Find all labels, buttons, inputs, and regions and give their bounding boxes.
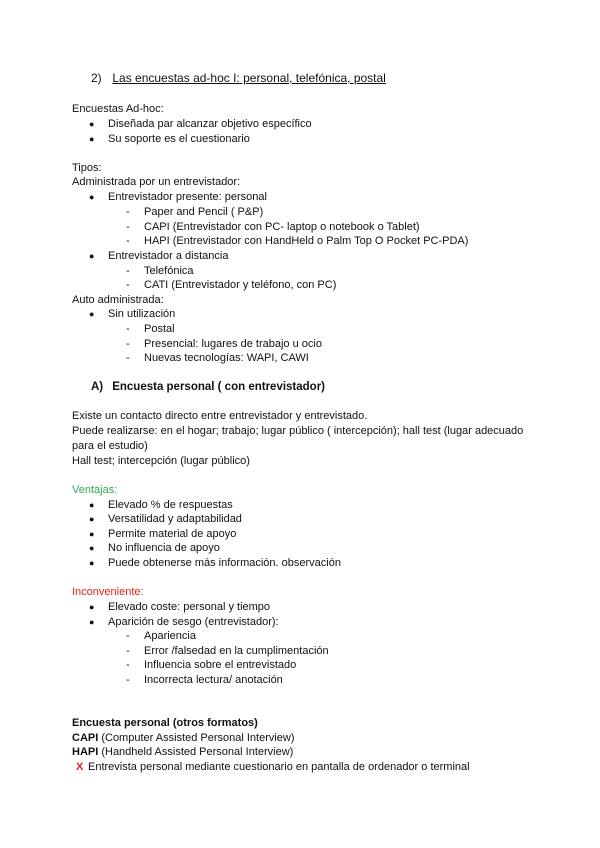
list-item: Elevado % de respuestas — [108, 499, 233, 511]
dash-icon: - — [126, 338, 130, 350]
dash-icon: - — [126, 206, 130, 218]
list-item: Permite material de apoyo — [108, 528, 237, 540]
tipos-label: Tipos: — [72, 162, 102, 174]
dash-icon: - — [126, 221, 130, 233]
list-item: Aparición de sesgo (entrevistador): — [108, 616, 279, 628]
sub-list-item: Telefónica — [144, 265, 194, 277]
dash-icon: - — [126, 279, 130, 291]
x-mark-icon: X — [76, 761, 84, 773]
dash-icon: - — [126, 323, 130, 335]
note-text: Entrevista personal mediante cuestionario en pantalla de ordenador o terminal — [88, 761, 470, 773]
list-item: Elevado coste: personal y tiempo — [108, 601, 271, 613]
sub-list-item: Nuevas tecnologías: WAPI, CAWI — [144, 352, 309, 364]
ventajas-label: Ventajas: — [72, 484, 118, 496]
bullet-icon: ● — [89, 617, 95, 627]
capi-text: (Computer Assisted Personal Interview) — [98, 732, 295, 744]
sub-list-item: CATI (Entrevistador y teléfono, con PC) — [144, 279, 337, 291]
paragraph-line: Hall test; intercepción (lugar público) — [72, 455, 250, 467]
section-a-letter: A) — [91, 381, 104, 393]
sub-list-item: CAPI (Entrevistador con PC- laptop o notebook o Tablet) — [144, 221, 420, 233]
dash-icon: - — [126, 645, 130, 657]
dash-icon: - — [126, 674, 130, 686]
otros-title: Encuesta personal (otros formatos) — [72, 717, 258, 729]
paragraph-line: Puede realizarse: en el hogar; trabajo; lugar público ( intercepción); hall test (lugar adecuado para el estudio) — [72, 425, 524, 452]
bullet-icon: ● — [89, 134, 95, 144]
dash-icon: - — [126, 352, 130, 364]
auto-label: Auto administrada: — [72, 294, 164, 306]
sub-list-item: Incorrecta lectura/ anotación — [144, 674, 283, 686]
hapi-line — [72, 745, 293, 760]
sub-list-item: Error /falsedad en la cumplimentación — [144, 645, 329, 657]
bullet-icon: ● — [89, 119, 95, 129]
bullet-icon: ● — [89, 543, 95, 553]
hapi-text: (Handheld Assisted Personal Interview) — [98, 746, 294, 758]
note-line — [76, 760, 470, 775]
sub-list-item: Postal — [144, 323, 175, 335]
dash-icon: - — [126, 630, 130, 642]
capi-line — [72, 731, 295, 746]
bullet-icon: ● — [89, 602, 95, 612]
list-item: Versatilidad y adaptabilidad — [108, 513, 242, 525]
capi-abbr: CAPI — [72, 732, 99, 744]
list-item: Su soporte es el cuestionario — [108, 133, 250, 145]
dash-icon: - — [126, 265, 130, 277]
list-item: Entrevistador presente: personal — [108, 191, 267, 203]
list-item: No influencia de apoyo — [108, 542, 220, 554]
dash-icon: - — [126, 659, 130, 671]
section-heading — [91, 71, 386, 86]
administrada-label: Administrada por un entrevistador: — [72, 176, 241, 188]
sub-list-item: HAPI (Entrevistador con HandHeld o Palm Top O Pocket PC-PDA) — [144, 235, 469, 247]
section-number: 2) — [91, 71, 102, 85]
list-item: Sin utilización — [108, 308, 176, 320]
section-a-title: Encuesta personal ( con entrevistador) — [112, 381, 326, 393]
bullet-icon: ● — [89, 309, 95, 319]
list-item: Entrevistador a distancia — [108, 250, 229, 262]
inconveniente-label: Inconveniente: — [72, 586, 144, 598]
list-item: Diseñada par alcanzar objetivo específico — [108, 118, 312, 130]
section-title: Las encuestas ad-hoc I: personal, telefónica, postal — [112, 71, 386, 85]
dash-icon: - — [126, 235, 130, 247]
bullet-icon: ● — [89, 514, 95, 524]
bullet-icon: ● — [89, 558, 95, 568]
hapi-abbr: HAPI — [72, 746, 99, 758]
sub-list-item: Influencia sobre el entrevistado — [144, 659, 297, 671]
list-item: Puede obtenerse más información. observación — [108, 557, 341, 569]
sub-list-item: Paper and Pencil ( P&P) — [144, 206, 264, 218]
adhoc-label: Encuestas Ad-hoc: — [72, 103, 164, 115]
sub-list-item: Apariencia — [144, 630, 196, 642]
bullet-icon: ● — [89, 500, 95, 510]
sub-list-item: Presencial: lugares de trabajo u ocio — [144, 338, 322, 350]
bullet-icon: ● — [89, 251, 95, 261]
bullet-icon: ● — [89, 192, 95, 202]
paragraph-line: Existe un contacto directo entre entrevistador y entrevistado. — [72, 410, 368, 422]
bullet-icon: ● — [89, 529, 95, 539]
section-a-heading — [91, 380, 325, 395]
